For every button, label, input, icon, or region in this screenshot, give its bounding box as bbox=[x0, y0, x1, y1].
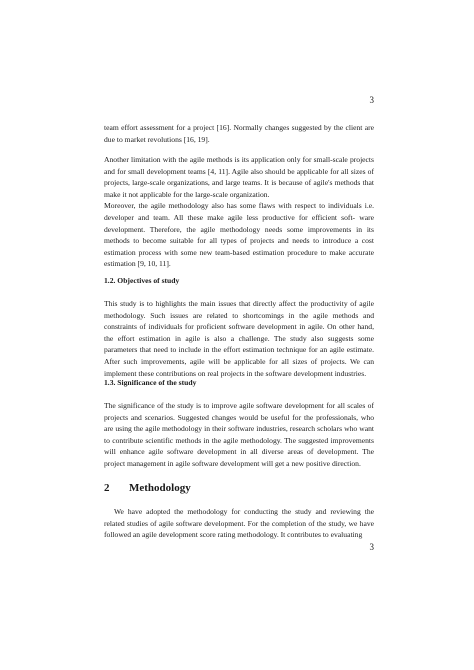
objectives-paragraph: This study is to highlights the main issues that directly affect the productivity of agile methodology. Such issues are related to shortcomings in the agile methods and constraints of individuals for proficient software development in agile. On other hand, the effort estimation in agile is also a challenge. The study also suggests some parameters that need to include in the effort estimation technique for an agile estimate. After such improvements, agile will be applicable for all sizes of projects. We can implement these contributions on real projects in the software development industries. bbox=[104, 299, 374, 378]
significance-heading: 1.3. Significance of the study bbox=[104, 378, 197, 387]
moreover-paragraph: Moreover, the agile methodology also has some flaws with respect to individuals i.e. developer and team. All these make agile less productive for efficient soft- ware development. Therefore, the agile methodology needs some improvements in its methods to become suitable for all types of projects and needs to introduce a cost estimation process with some new team-based estimation procedure to make accurate estimation [9, 10, 11]. bbox=[104, 201, 374, 269]
limitation-paragraph-block bbox=[104, 154, 374, 270]
objectives-heading: 1.2. Objectives of study bbox=[104, 276, 180, 285]
significance-text-block bbox=[104, 400, 374, 470]
methodology-text-block bbox=[104, 506, 374, 541]
objectives-text-block bbox=[104, 298, 374, 379]
limitation-paragraph: Another limitation with the agile methods is its application only for small-scale projects and for small development teams [4, 11]. Agile also should be applicable for all sizes of projects, large-scale organizations, and large teams. It is because of agile's methods that make it not applicable for the large-scale organization. bbox=[104, 155, 374, 199]
significance-paragraph: The significance of the study is to improve agile software development for all scales of projects and scenarios. Suggested changes would be useful for the professionals, who are using the agile methodology in their software industries, research scholars who want to contribute scientific methods in the agile methodology. The suggested improvements will enhance agile software development in all diverse areas of development. The project management in agile software development will get a new positive direction. bbox=[104, 401, 374, 468]
footer-page-number: 3 bbox=[369, 542, 374, 552]
methodology-section-number: 2 bbox=[104, 482, 110, 494]
methodology-paragraph: We have adopted the methodology for conducting the study and reviewing the related studies of agile software development. For the completion of the study, we have followed an agile development score rating methodology. It contributes to evaluating bbox=[104, 507, 374, 540]
intro-paragraph: team effort assessment for a project [16]. Normally changes suggested by the client are due to market revolutions [16, 19]. bbox=[104, 123, 374, 144]
header-page-number: 3 bbox=[369, 95, 374, 105]
methodology-heading bbox=[104, 482, 191, 494]
intro-paragraph-block bbox=[104, 122, 374, 145]
methodology-section-title: Methodology bbox=[129, 482, 191, 494]
